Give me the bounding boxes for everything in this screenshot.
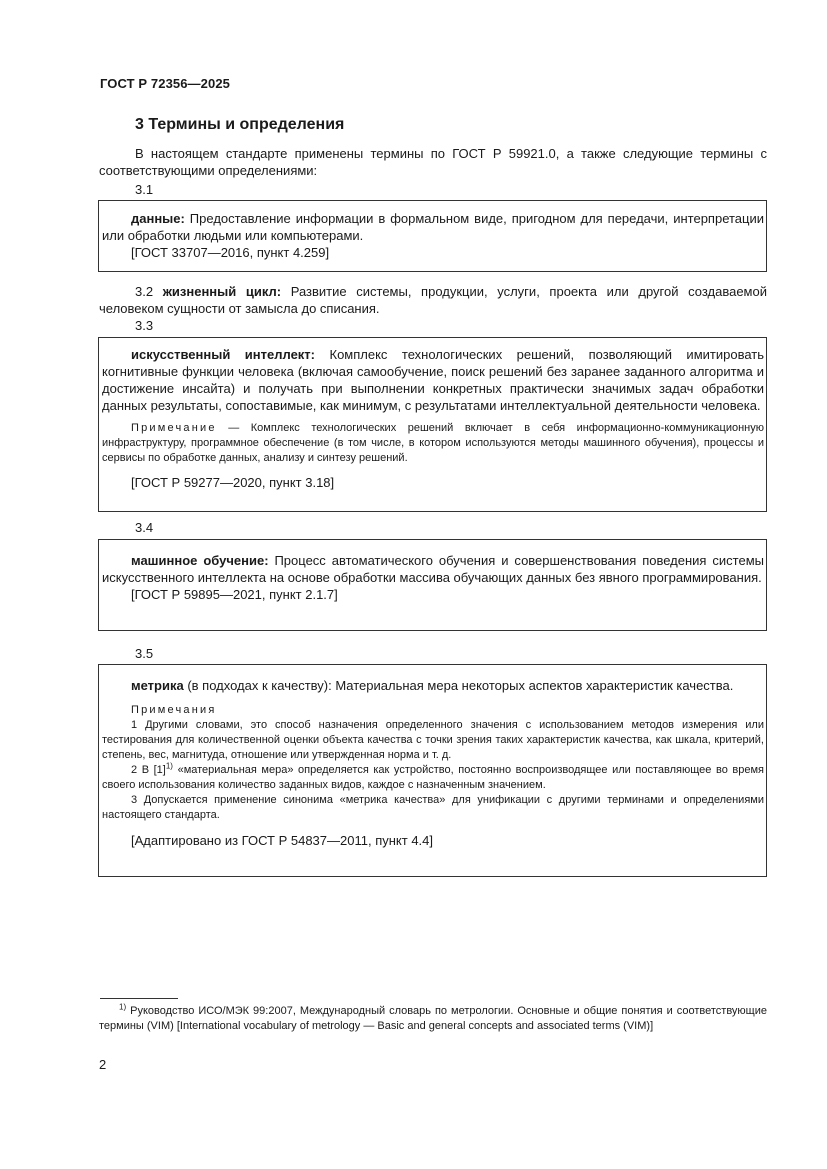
definition-text: (в подходах к качеству): Материальная мера некоторых аспектов характеристик качества. — [183, 678, 734, 693]
term-number-3-5: 3.5 — [135, 646, 154, 661]
term-definition — [102, 346, 764, 414]
footnote — [99, 1004, 767, 1034]
note-2-rest: «материальная мера» определяется как устройство, постоянно воспроизводящее или поставляющее во время своего использования количество заданных видов, каждое с назначенным значением. — [102, 764, 764, 791]
term-source: [ГОСТ Р 59277—2020, пункт 3.18] — [131, 475, 335, 490]
term-number-3-4: 3.4 — [135, 520, 154, 535]
note-label: Примечание — [131, 422, 217, 434]
term-definition — [102, 677, 764, 694]
term-number-3-2: 3.2 — [135, 284, 154, 299]
document-header: ГОСТ Р 72356—2025 — [100, 76, 230, 91]
term-number-3-3: 3.3 — [135, 318, 154, 333]
note-3: 3 Допускается применение синонима «метрика качества» для унификации с другими терминами и определениями настоящего стандарта. — [102, 794, 764, 821]
definition-text: Предоставление информации в формальном виде, пригодном для передачи, интерпретации или обработки людьми или компьютерами. — [102, 211, 764, 243]
footnote-divider — [100, 998, 178, 999]
term-name: данные: — [131, 211, 185, 226]
term-definition — [102, 210, 764, 244]
note-2 — [102, 763, 764, 793]
term-note — [102, 421, 764, 466]
footnote-ref: 1) — [165, 761, 173, 771]
term-name: жизненный цикл: — [162, 284, 282, 299]
definition-text: Процесс автоматического обучения и совершенствования поведения системы искусственного интеллекта на основе обработки массива обучающих данных без явного программирования. — [102, 553, 764, 585]
term-number-3-1: 3.1 — [135, 182, 154, 197]
page-number: 2 — [99, 1057, 107, 1072]
term-source: [ГОСТ 33707—2016, пункт 4.259] — [131, 245, 330, 260]
term-source: [Адаптировано из ГОСТ Р 54837—2011, пункт 4.4] — [131, 833, 434, 848]
section-title: 3 Термины и определения — [135, 116, 345, 133]
term-box-3-4 — [98, 539, 767, 631]
term-definition — [102, 552, 764, 586]
footnote-text: Руководство ИСО/МЭК 99:2007, Международный словарь по метрологии. Основные и общие понятия и соответствующие термины (VIM) [International vocabulary of metrology — Basic and general concepts and associated terms (VIM)] — [99, 1005, 767, 1032]
term-source: [ГОСТ Р 59895—2021, пункт 2.1.7] — [131, 587, 338, 602]
term-name: метрика — [131, 678, 184, 693]
notes-label: Примечания — [131, 704, 217, 716]
note-1: 1 Другими словами, это способ назначения определенного значения с использованием методов измерения или тестирования для количественной оценки объекта качества с точки зрения таких характеристик качества, как шкала, критерий, степень, вес, магнитуда, отношение или утвержденная норма и т. д. — [102, 719, 764, 761]
term-3-2 — [99, 283, 767, 317]
definition-text: Развитие системы, продукции, услуги, проекта или другой создаваемой человеком сущности от замысла до списания. — [99, 284, 767, 316]
term-box-3-3 — [98, 337, 767, 512]
footnote-marker: 1) — [119, 1002, 127, 1012]
term-name: машинное обучение: — [131, 553, 269, 568]
term-name: искусственный интеллект: — [131, 347, 316, 362]
term-box-3-5 — [98, 664, 767, 877]
intro-paragraph: В настоящем стандарте применены термины по ГОСТ Р 59921.0, а также следующие термины с соответствующими определениями: — [99, 146, 767, 178]
note-text: — Комплекс технологических решений включает в себя информационно-коммуникационную инфраструктуру, программное обеспечение (в том числе, в котором используются методы машинного обучения), процессы и сервисы по обработке данных, анализу и синтезу решений. — [102, 422, 764, 464]
note-2-start: 2 В [1] — [131, 764, 166, 776]
term-box-3-1 — [98, 200, 767, 272]
definition-text: Комплекс технологических решений, позволяющий имитировать когнитивные функции человека (включая самообучение, поиск решений без заранее заданного алгоритма и достижение инсайта) и получать при выполнении конкретных практически значимых задач обработки данных результаты, сопоставимые, как минимум, с результатами интеллектуальной деятельности человека. — [102, 347, 765, 413]
